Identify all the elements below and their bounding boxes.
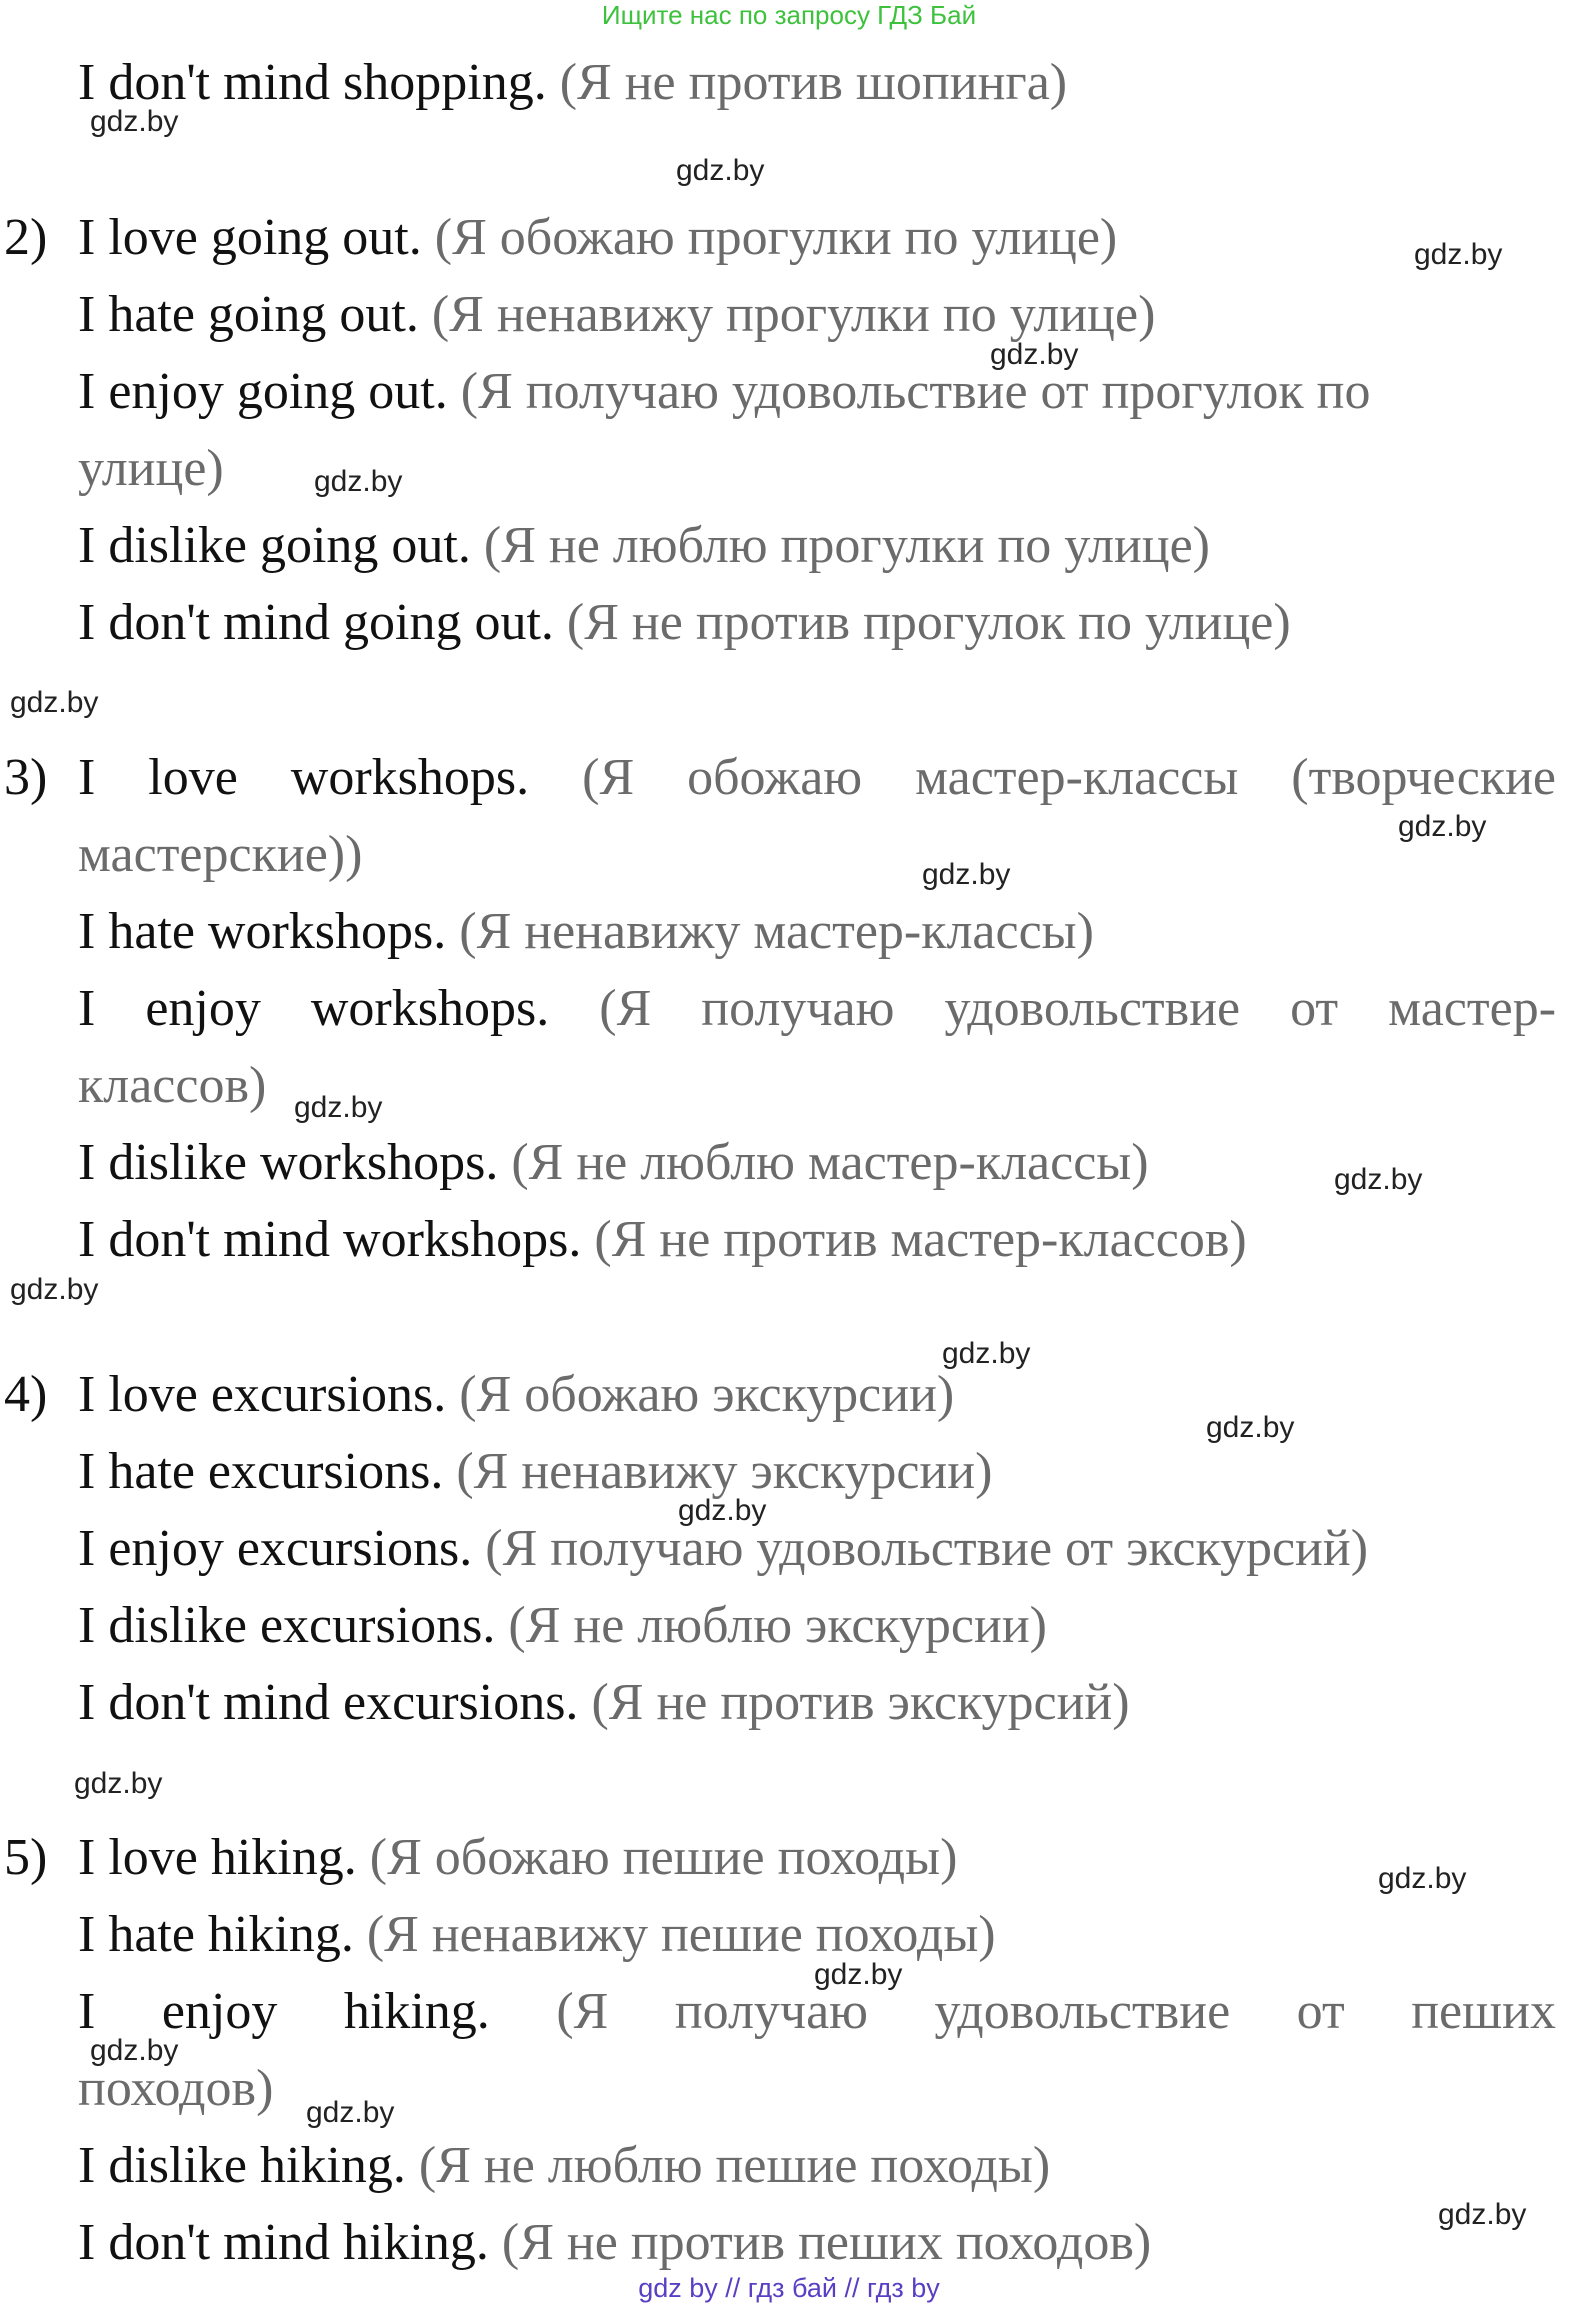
watermark: gdz.by — [814, 1958, 903, 1991]
watermark: gdz.by — [90, 105, 179, 138]
russian-translation: (Я не против пеших походов) — [501, 2214, 1152, 2271]
watermark: gdz.by — [922, 858, 1011, 891]
russian-translation: (Я не против прогулок по улице) — [566, 594, 1291, 651]
sentence-line — [78, 2135, 1556, 2197]
english-sentence: I love excursions. — [78, 1366, 447, 1423]
english-sentence: I don't mind hiking. — [78, 2214, 489, 2271]
section-number: 4) — [4, 1366, 48, 1423]
sentence-line — [78, 1672, 1556, 1734]
sentence-line — [78, 1441, 1556, 1503]
watermark: gdz.by — [990, 338, 1079, 371]
sentence-line — [78, 1827, 1556, 1889]
watermark: gdz.by — [1378, 1862, 1467, 1895]
watermark: gdz.by — [1438, 2198, 1527, 2231]
watermark: gdz.by — [1414, 238, 1503, 271]
russian-translation: (Я ненавижу мастер-классы) — [459, 903, 1094, 960]
header-banner: Ищите нас по запросу ГДЗ Бай — [601, 0, 977, 30]
sentence-line — [78, 901, 1556, 963]
sentence-line — [78, 592, 1556, 654]
sentence-line — [78, 2058, 1556, 2120]
watermark: gdz.by — [10, 686, 99, 719]
english-sentence: I enjoy going out. — [78, 363, 448, 420]
russian-translation: (Я не люблю экскурсии) — [508, 1597, 1047, 1654]
section-number: 3) — [4, 749, 48, 806]
english-sentence: I hate hiking. — [78, 1906, 354, 1963]
english-sentence: I love workshops. — [78, 749, 530, 806]
english-sentence: I dislike excursions. — [78, 1597, 496, 1654]
english-sentence: I dislike going out. — [78, 517, 471, 574]
russian-translation: (Я не люблю прогулки по улице) — [483, 517, 1210, 574]
russian-translation: (Я не против экскурсий) — [591, 1674, 1130, 1731]
russian-translation: мастерские)) — [78, 826, 363, 883]
watermark: gdz.by — [942, 1337, 1031, 1370]
english-sentence: I dislike workshops. — [78, 1134, 499, 1191]
watermark: gdz.by — [306, 2096, 395, 2129]
footer-banner: gdz by // гдз бай // гдз by — [638, 2273, 940, 2303]
english-sentence: I enjoy workshops. — [78, 980, 550, 1037]
sentence-line — [78, 747, 1556, 809]
watermark: gdz.by — [1206, 1411, 1295, 1444]
watermark: gdz.by — [294, 1091, 383, 1124]
russian-translation: (Я получаю удовольствие от экскурсий) — [485, 1520, 1369, 1577]
english-sentence: I dislike hiking. — [78, 2137, 406, 2194]
sentence-line — [78, 515, 1556, 577]
russian-translation: классов) — [78, 1057, 267, 1114]
english-sentence: I enjoy excursions. — [78, 1520, 473, 1577]
russian-translation: (Я получаю удовольствие от прогулок по — [460, 363, 1371, 420]
russian-translation: (Я ненавижу прогулки по улице) — [431, 286, 1156, 343]
russian-translation: (Я ненавижу экскурсии) — [456, 1443, 993, 1500]
english-sentence: I don't mind excursions. — [78, 1674, 579, 1731]
watermark: gdz.by — [90, 2034, 179, 2067]
english-sentence: I love hiking. — [78, 1829, 357, 1886]
russian-translation: (Я не люблю мастер-классы) — [511, 1134, 1149, 1191]
watermark: gdz.by — [10, 1273, 99, 1306]
sentence-line — [78, 824, 1556, 886]
russian-translation: (Я не люблю пешие походы) — [418, 2137, 1051, 2194]
sentence-line — [78, 1209, 1556, 1271]
watermark: gdz.by — [1398, 810, 1487, 843]
sentence-line — [78, 361, 1556, 423]
sentence-line — [78, 284, 1556, 346]
english-sentence: I don't mind workshops. — [78, 1211, 582, 1268]
english-sentence: I hate going out. — [78, 286, 419, 343]
sentence-line — [78, 438, 1556, 500]
sentence-line — [78, 52, 1556, 114]
russian-translation: (Я обожаю мастер-классы (творческие — [582, 749, 1556, 806]
watermark: gdz.by — [314, 465, 403, 498]
english-sentence: I hate excursions. — [78, 1443, 444, 1500]
english-sentence: I enjoy hiking. — [78, 1983, 490, 2040]
watermark: gdz.by — [1334, 1163, 1423, 1196]
sentence-line — [78, 978, 1556, 1040]
russian-translation: (Я не против мастер-классов) — [594, 1211, 1247, 1268]
sentence-line — [78, 2212, 1556, 2274]
english-sentence: I love going out. — [78, 209, 422, 266]
section-number: 2) — [4, 209, 48, 266]
english-sentence: I don't mind shopping. — [78, 54, 547, 111]
russian-translation: улице) — [78, 440, 224, 497]
sentence-line — [78, 1518, 1556, 1580]
sentence-line — [78, 207, 1556, 269]
english-sentence: I don't mind going out. — [78, 594, 554, 651]
sentence-line — [78, 1595, 1556, 1657]
watermark: gdz.by — [678, 1494, 767, 1527]
russian-translation: (Я обожаю пешие походы) — [369, 1829, 958, 1886]
russian-translation: (Я обожаю экскурсии) — [459, 1366, 955, 1423]
russian-translation: (Я не против шопинга) — [559, 54, 1068, 111]
russian-translation: (Я обожаю прогулки по улице) — [434, 209, 1118, 266]
sentence-line — [78, 1904, 1556, 1966]
russian-translation: походов) — [78, 2060, 274, 2117]
section-number: 5) — [4, 1829, 48, 1886]
english-sentence: I hate workshops. — [78, 903, 447, 960]
russian-translation: (Я получаю удовольствие от пеших — [556, 1983, 1556, 2040]
russian-translation: (Я ненавижу пешие походы) — [366, 1906, 996, 1963]
watermark: gdz.by — [74, 1767, 163, 1800]
sentence-line — [78, 1364, 1556, 1426]
watermark: gdz.by — [676, 154, 765, 187]
russian-translation: (Я получаю удовольствие от мастер- — [599, 980, 1556, 1037]
